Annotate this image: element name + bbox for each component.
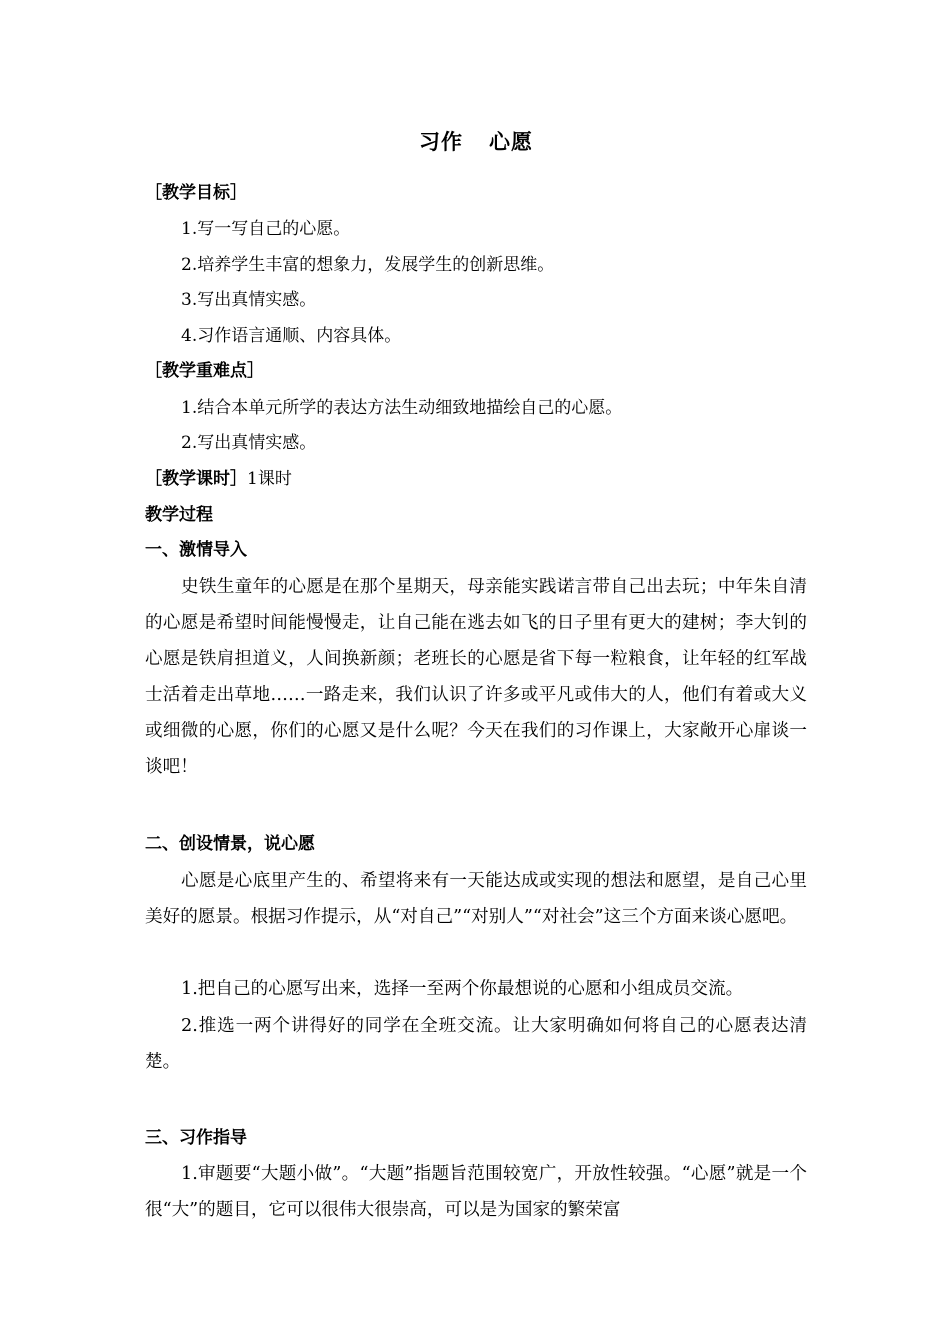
page-title: [145, 128, 807, 156]
objectives-heading: ［教学目标］: [145, 183, 247, 203]
objective-item: 1.写一写自己的心愿。: [181, 219, 351, 239]
section-list-item: 1.把自己的心愿写出来，选择一至两个你最想说的心愿和小组成员交流。: [181, 979, 744, 999]
key-point-item: 1.结合本单元所学的表达方法生动细致地描绘自己的心愿。: [181, 398, 623, 418]
objective-item: 3.写出真情实感。: [181, 290, 317, 310]
section-list-item: 2.推选一两个讲得好的同学在全班交流。让大家明确如何将自己的心愿表达清楚。: [145, 1016, 807, 1072]
title-part-1: 习作: [419, 130, 463, 154]
section-paragraph: 史铁生童年的心愿是在那个星期天，母亲能实践诺言带自己出去玩；中年朱自清的心愿是希望时间能慢慢走，让自己能在逃去如飞的日子里有更大的建树；李大钊的心愿是铁肩担道义，人间换新颜；老班长的心愿是省下每一粒粮食，让年轻的红军战士活着走出草地……一路走来，我们认识了许多或平凡或伟大的人，他们有着或大义或细微的心愿，你们的心愿又是什么呢？今天在我们的习作课上，大家敞开心扉谈一谈吧！: [145, 577, 807, 777]
section-paragraph: 1.审题要“大题小做”。“大题”指题旨范围较宽广，开放性较强。“心愿”就是一个很“大”的题目，它可以很伟大很崇高，可以是为国家的繁荣富: [145, 1164, 807, 1220]
objective-item: 4.习作语言通顺、内容具体。: [181, 326, 402, 346]
lesson-time-heading: ［教学课时］: [145, 469, 247, 489]
key-points-heading: ［教学重难点］: [145, 361, 264, 381]
section-heading: 二、创设情景，说心愿: [145, 834, 315, 854]
objective-item: 2.培养学生丰富的想象力，发展学生的创新思维。: [181, 255, 555, 275]
section-heading: 一、激情导入: [145, 540, 247, 560]
title-part-2: 心愿: [489, 130, 533, 154]
key-point-item: 2.写出真情实感。: [181, 433, 317, 453]
process-heading: 教学过程: [145, 505, 213, 525]
section-heading: 三、习作指导: [145, 1128, 247, 1148]
section-paragraph: 心愿是心底里产生的、希望将来有一天能达成或实现的想法和愿望，是自己心里美好的愿景。根据习作提示，从“对自己”“对别人”“对社会”这三个方面来谈心愿吧。: [145, 871, 807, 927]
lesson-time-value: 1课时: [247, 469, 292, 489]
lesson-time-line: [145, 462, 807, 496]
